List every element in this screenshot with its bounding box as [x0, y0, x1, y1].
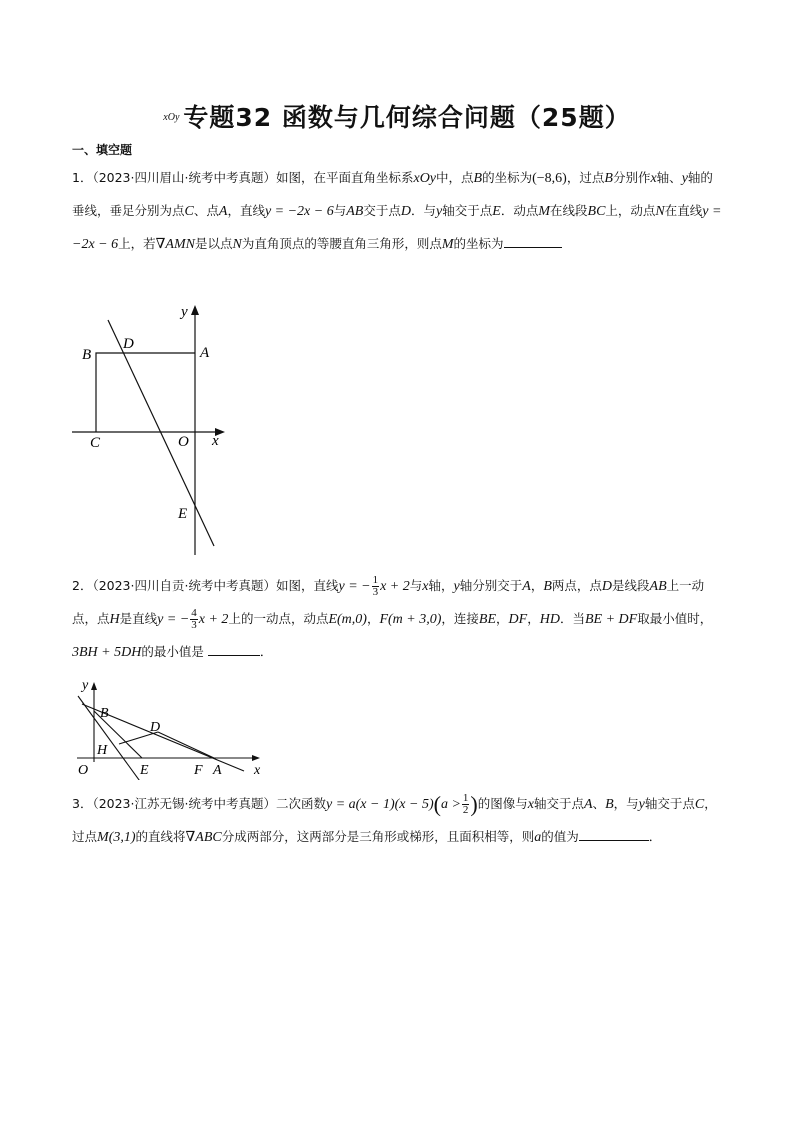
fig2-x-arrow	[252, 755, 260, 761]
fig2-label-x: x	[254, 763, 261, 778]
title-prefix: xOy	[163, 112, 180, 123]
page-title	[0, 98, 794, 134]
fig1-label-D: D	[123, 336, 134, 352]
question-3: 3．（2023·江苏无锡·统考中考真题）二次函数y = a(x − 1)(x − 5)(a > $\frac{1}{2}$ )的图像与x轴交于点A、B，与y轴交于点C，过点M(3,1)的直线将∇ABC分成两部分，这两部分是三角形或梯形，且面积相等，则a的值为 ．	[72, 791, 717, 845]
fig2-label-O: O	[78, 763, 89, 778]
fig1-label-E: E	[178, 506, 188, 522]
answer-blank-1[interactable]	[504, 233, 562, 248]
fig2-label-D: D	[150, 720, 161, 735]
question-1: 1．（2023·四川眉山·统考中考真题）如图，在平面直角坐标系xOy中，点B的坐标为(−8,6)，过点B分别作x轴、y轴的垂线，垂足分别为点C、点A，直线y = −2x − 6与AB交于点D．与y轴交于点E．动点M在线段BC上，动点N在直线y = −2x − 6上，若∇AMN是以点N为直角顶点的等腰直角三角形，则点M的坐标为	[72, 170, 722, 252]
fraction-1-2: $\frac{1}{2}$	[462, 792, 469, 816]
question-2: 2．（2023·四川自贡·统考中考真题）如图，直线y = − $\frac{1}{3}$ x + 2与x轴，y轴分别交于A，B两点，点D是线段AB上一动点，点H是直线y = − $\frac{4}{3}$ x + 2上的一动点，动点E(m,0)，F(m + 3,0)，连接BE，DF，HD．当BE + DF取最小值时，3BH + 5DH的最小值是 ．	[72, 574, 713, 660]
fig1-label-B: B	[82, 347, 92, 363]
figure-2	[72, 676, 272, 780]
fig2-label-H: H	[97, 743, 108, 758]
fig1-label-O: O	[178, 434, 189, 450]
answer-blank-3[interactable]	[579, 826, 649, 841]
answer-blank-2[interactable]	[208, 641, 260, 656]
fig2-label-E: E	[140, 763, 149, 778]
fig2-label-A: A	[213, 763, 222, 778]
figure-1	[70, 300, 230, 560]
fig2-label-y: y	[82, 678, 89, 693]
section-heading: 一、填空题	[72, 143, 133, 157]
fig1-label-A: A	[200, 345, 210, 361]
fig1-label-C: C	[90, 435, 101, 451]
fig2-y-arrow	[91, 682, 97, 690]
fig2-label-F: F	[194, 763, 203, 778]
fig2-label-B: B	[100, 706, 109, 721]
fraction-1-3: $\frac{1}{3}$	[372, 574, 379, 598]
title-text: 专题32 函数与几何综合问题（25题）	[183, 103, 631, 132]
fig1-line-y-2x-6	[108, 320, 214, 546]
fig1-label-x: x	[212, 433, 219, 449]
fraction-4-3: $\frac{4}{3}$	[191, 607, 197, 631]
fig1-label-y: y	[181, 304, 188, 320]
fig2-seg-DF	[158, 732, 214, 758]
fig1-y-arrow	[191, 305, 199, 315]
fig1-rect-ABC	[96, 353, 195, 432]
